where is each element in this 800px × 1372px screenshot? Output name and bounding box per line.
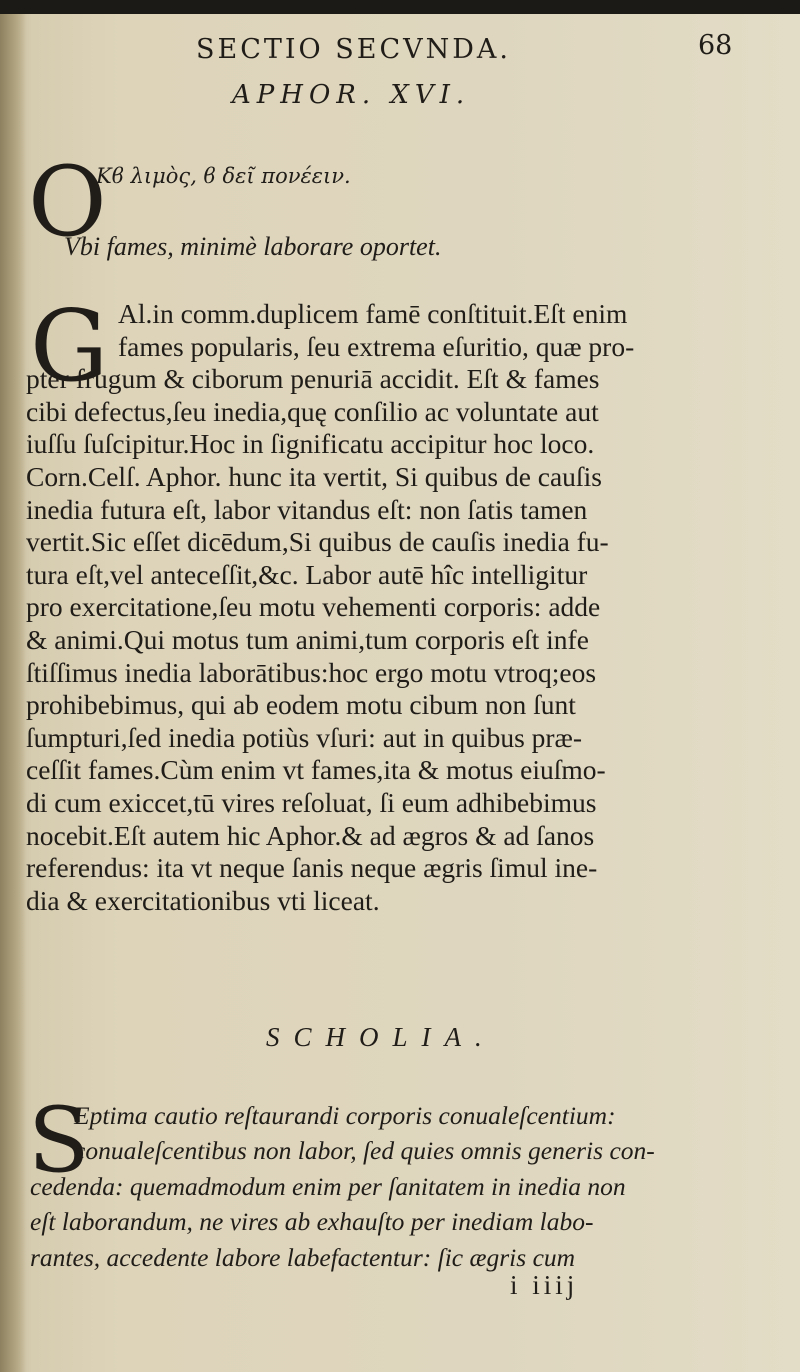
commentary-line: di cum exiccet,tū vires reſoluat, ſi eum adhibebimus <box>26 786 597 818</box>
book-page <box>0 14 800 1372</box>
commentary-line: pro exercitatione,ſeu motu vehementi corporis: adde <box>26 591 601 623</box>
latin-translation: Vbi fames, minimè laborare oportet. <box>64 232 442 261</box>
commentary-line: ſumpturi,ſed inedia potiùs vſuri: aut in quibus præ- <box>26 721 583 753</box>
commentary-line: ſtiſſimus inedia laborātibus:hoc ergo motu vtroq;eos <box>26 656 597 688</box>
commentary-line: pter frugum & ciborum penuriā accidit. Eſt & fames <box>26 363 600 395</box>
commentary-line: ceſſit fames.Cùm enim vt fames,ita & motus eiuſmo- <box>26 754 606 786</box>
scholia-line: Eptima cautio reſtaurandi corporis conualeſcentium: <box>74 1101 616 1130</box>
scholia-paragraph <box>28 1088 770 1275</box>
commentary-paragraph <box>26 290 766 917</box>
commentary-line: inedia futura eſt, labor vitandus eſt: non ſatis tamen <box>26 493 588 525</box>
commentary-line: Corn.Celſ. Aphor. hunc ita vertit, Si quibus de cauſis <box>26 460 602 492</box>
commentary-line: iuſſu ſuſcipitur.Hoc in ſignificatu accipitur hoc loco. <box>26 428 595 460</box>
aphorism-heading: APHOR. XVI. <box>232 80 471 110</box>
scholia-line: rantes, accedente labore labefactentur: ſic ægris cum <box>30 1242 576 1272</box>
scholia-line: eſt laborandum, ne vires ab exhauſto per inediam labo- <box>30 1207 594 1237</box>
signature-mark: i iiij <box>510 1270 579 1300</box>
running-head: SECTIO SECVNDA. <box>196 34 511 65</box>
commentary-line: referendus: ita vt neque ſanis neque ægris ſimul ine- <box>26 852 598 884</box>
commentary-line: prohibebimus, qui ab eodem motu cibum non ſunt <box>26 689 576 721</box>
commentary-line: tura eſt,vel anteceſſit,&c. Labor autē hîc intelligitur <box>26 558 588 590</box>
scholia-heading: SCHOLIA. <box>266 1022 496 1052</box>
commentary-line: nocebit.Eſt autem hic Aphor.& ad ægros & ad ſanos <box>26 819 595 851</box>
scholia-initial: S <box>28 1088 90 1193</box>
page-gutter-shadow <box>0 14 26 1372</box>
commentary-line: cibi defectus,ſeu inedia,quę conſilio ac voluntate aut <box>26 395 599 427</box>
commentary-line: vertit.Sic eſſet dicēdum,Si quibus de cauſis inedia fu- <box>26 526 609 558</box>
commentary-line: & animi.Qui motus tum animi,tum corporis eſt infe <box>26 623 589 655</box>
commentary-initial: G <box>30 290 109 404</box>
greek-initial: O <box>28 146 107 258</box>
commentary-line: fames popularis, ſeu extrema eſuritio, quæ pro- <box>118 330 635 362</box>
greek-aphorism: Κϐ λιμὸς, ϐ δεῖ πονέειν. <box>96 164 351 188</box>
commentary-line: Al.in comm.duplicem famē conſtituit.Eſt enim <box>118 298 628 329</box>
scholia-line: conualeſcentibus non labor, ſed quies omnis generis con- <box>74 1136 655 1166</box>
page-number: 68 <box>698 30 733 61</box>
commentary-line: dia & exercitationibus vti liceat. <box>26 884 380 916</box>
scholia-line: cedenda: quemadmodum enim per ſanitatem in inedia non <box>30 1171 626 1201</box>
